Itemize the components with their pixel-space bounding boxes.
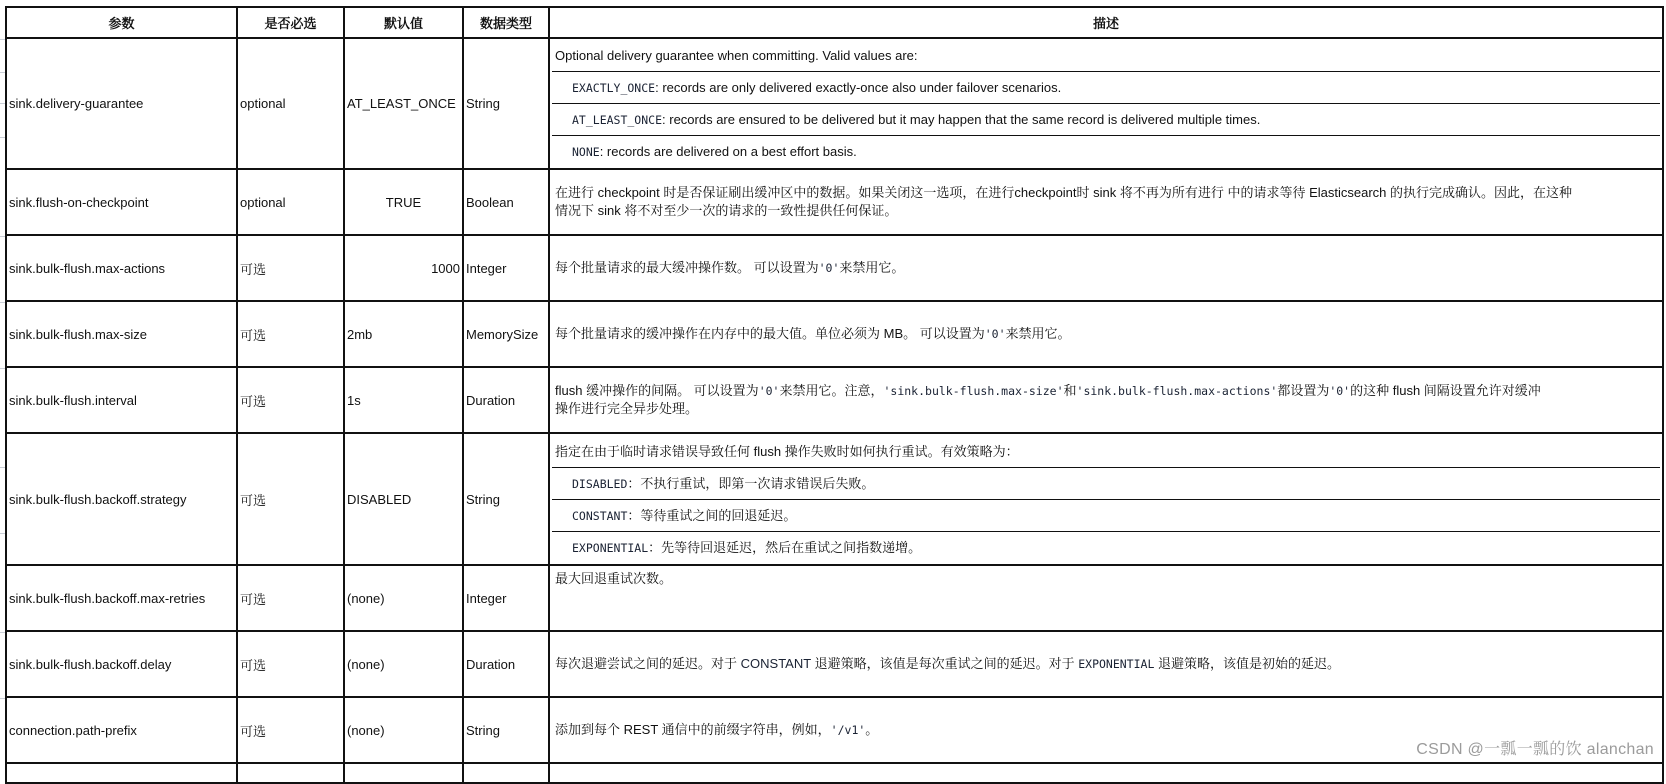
text-part: 来禁用它。注意， <box>779 383 884 398</box>
cell-param[interactable]: sink.bulk-flush.backoff.delay <box>6 631 237 697</box>
header-type: 数据类型 <box>463 7 549 38</box>
cell-required[interactable]: 可选 <box>237 433 344 565</box>
cell-type[interactable]: Duration <box>463 631 549 697</box>
value-item <box>552 499 1660 531</box>
cell-param[interactable]: sink.bulk-flush.max-actions <box>6 235 237 301</box>
text-part: 退避策略，该值是每次重试之间的延迟。对于 <box>814 656 1075 671</box>
cell-type[interactable]: MemorySize <box>463 301 549 367</box>
header-default: 默认值 <box>344 7 463 38</box>
cell-param[interactable]: sink.bulk-flush.interval <box>6 367 237 433</box>
cell-param[interactable]: connection.path-prefix <box>6 697 237 763</box>
cell-description[interactable] <box>549 433 1663 565</box>
cell-default[interactable]: DISABLED <box>344 433 463 565</box>
cell-default[interactable]: TRUE <box>344 169 463 235</box>
value-code: AT_LEAST_ONCE <box>572 113 663 127</box>
value-text: : records are only delivered exactly-once also under failover scenarios. <box>655 80 1062 95</box>
code-literal: '0' <box>984 327 1006 341</box>
cell-empty <box>549 763 1663 783</box>
description-text <box>552 655 1660 673</box>
cell-required[interactable]: 可选 <box>237 235 344 301</box>
value-code: DISABLED <box>572 476 628 491</box>
cell-type[interactable]: Integer <box>463 235 549 301</box>
header-required: 是否必选 <box>237 7 344 38</box>
code-literal: '0' <box>818 261 840 275</box>
code-literal: 'sink.bulk-flush.max-actions' <box>1076 384 1278 398</box>
code-literal: '0' <box>758 384 780 398</box>
text-part: 来禁用它。 <box>1005 326 1071 341</box>
cell-description[interactable] <box>549 301 1663 367</box>
value-item <box>552 467 1660 499</box>
value-code: EXPONENTIAL <box>572 540 649 555</box>
value-text: ：不执行重试，即第一次请求错误后失败。 <box>627 475 875 491</box>
value-item <box>552 71 1660 103</box>
cell-required[interactable]: 可选 <box>237 565 344 631</box>
description-line <box>552 382 1660 400</box>
cell-default[interactable]: (none) <box>344 631 463 697</box>
header-description: 描述 <box>549 7 1663 38</box>
parameters-table <box>5 6 1664 784</box>
value-code: CONSTANT <box>572 508 628 523</box>
cell-required[interactable]: 可选 <box>237 631 344 697</box>
cell-default[interactable]: (none) <box>344 697 463 763</box>
cell-type[interactable]: Duration <box>463 367 549 433</box>
code-literal: '0' <box>1329 384 1351 398</box>
value-text: : records are ensured to be delivered but it may happen that the same record is delivered multiple times. <box>662 112 1261 127</box>
code-literal: '/v1' <box>830 723 866 737</box>
text-part: 每个批量请求的最大缓冲操作数。 可以设置为 <box>555 260 819 275</box>
value-item <box>552 531 1660 563</box>
cell-description[interactable] <box>549 367 1663 433</box>
table-row-partial <box>6 763 1663 783</box>
description-text: 最大回退重试次数。 <box>555 571 673 586</box>
cell-param[interactable]: sink.delivery-guarantee <box>6 38 237 169</box>
cell-type[interactable]: Integer <box>463 565 549 631</box>
text-part: 和 <box>1063 383 1077 398</box>
csdn-watermark: CSDN @一瓢一瓢的饮 alanchan <box>1416 741 1654 758</box>
cell-default[interactable]: (none) <box>344 565 463 631</box>
cell-required[interactable]: 可选 <box>237 301 344 367</box>
table-row <box>6 235 1663 301</box>
cell-description[interactable] <box>549 38 1663 169</box>
table-row <box>6 433 1663 565</box>
cell-required[interactable]: optional <box>237 38 344 169</box>
cell-default[interactable]: AT_LEAST_ONCE <box>344 38 463 169</box>
cell-description[interactable] <box>549 565 1663 631</box>
text-part: 都设置为 <box>1277 383 1330 398</box>
value-code: EXACTLY_ONCE <box>572 81 656 95</box>
value-item <box>552 103 1660 135</box>
value-text: ：等待重试之间的回退延迟。 <box>627 507 797 523</box>
text-part: 退避策略，该值是初始的延迟。 <box>1158 656 1341 671</box>
table-row <box>6 301 1663 367</box>
text-part: 来禁用它。 <box>839 260 905 275</box>
description-intro: 指定在由于临时请求错误导致任何 flush 操作失败时如何执行重试。有效策略为： <box>555 443 1019 459</box>
cell-param[interactable]: sink.bulk-flush.backoff.max-retries <box>6 565 237 631</box>
table-row <box>6 631 1663 697</box>
cell-default[interactable]: 1s <box>344 367 463 433</box>
text-part: 。 <box>865 722 879 737</box>
description-text <box>552 325 1660 343</box>
cell-type[interactable]: String <box>463 697 549 763</box>
cell-empty <box>6 763 237 783</box>
text-part: 添加到每个 REST 通信中的前缀字符串，例如， <box>555 722 831 737</box>
table-row <box>6 565 1663 631</box>
value-text: : records are delivered on a best effort basis. <box>599 144 857 159</box>
description-line: 操作进行完全异步处理。 <box>555 401 699 416</box>
cell-empty <box>237 763 344 783</box>
table-row <box>6 697 1663 763</box>
code-literal: EXPONENTIAL <box>1078 657 1155 671</box>
text-part: flush 缓冲操作的间隔。 可以设置为 <box>555 383 759 398</box>
header-row <box>6 7 1663 38</box>
cell-description[interactable] <box>549 631 1663 697</box>
text-part: 的这种 flush 间隔设置允许对缓冲 <box>1350 383 1541 398</box>
cell-description[interactable] <box>549 235 1663 301</box>
cell-type[interactable]: String <box>463 433 549 565</box>
cell-required[interactable]: 可选 <box>237 367 344 433</box>
cell-param[interactable]: sink.bulk-flush.max-size <box>6 301 237 367</box>
cell-empty <box>463 763 549 783</box>
table-row <box>6 38 1663 169</box>
description-text <box>552 259 1660 277</box>
cell-empty <box>344 763 463 783</box>
cell-type[interactable]: String <box>463 38 549 169</box>
value-text: ：先等待回退延迟，然后在重试之间指数递增。 <box>648 539 922 555</box>
cell-required[interactable]: 可选 <box>237 697 344 763</box>
text-part: 每个批量请求的缓冲操作在内存中的最大值。单位必须为 MB。 可以设置为 <box>555 326 985 341</box>
value-code: NONE <box>572 145 600 159</box>
cell-default[interactable]: 2mb <box>344 301 463 367</box>
text-part: 每次退避尝试之间的延迟。对于 <box>555 656 738 671</box>
value-item <box>552 135 1660 167</box>
description-line: 情况下 sink 将不对至少一次的请求的一致性提供任何保证。 <box>555 203 898 218</box>
cell-default[interactable]: 1000 <box>344 235 463 301</box>
cell-param[interactable]: sink.flush-on-checkpoint <box>6 169 237 235</box>
cell-description[interactable] <box>549 169 1663 235</box>
cell-param[interactable]: sink.bulk-flush.backoff.strategy <box>6 433 237 565</box>
table-row <box>6 367 1663 433</box>
code-literal: 'sink.bulk-flush.max-size' <box>883 384 1064 398</box>
header-param: 参数 <box>6 7 237 38</box>
code-literal: CONSTANT <box>740 656 811 671</box>
cell-required[interactable]: optional <box>237 169 344 235</box>
description-line: 在进行 checkpoint 时是否保证刷出缓冲区中的数据。如果关闭这一选项，在进行checkpoint时 sink 将不再为所有进行 中的请求等待 Elasticsearch 的执行完成确认。因此，在这种 <box>555 185 1573 200</box>
description-intro: Optional delivery guarantee when committing. Valid values are: <box>555 48 918 63</box>
table-row <box>6 169 1663 235</box>
cell-type[interactable]: Boolean <box>463 169 549 235</box>
